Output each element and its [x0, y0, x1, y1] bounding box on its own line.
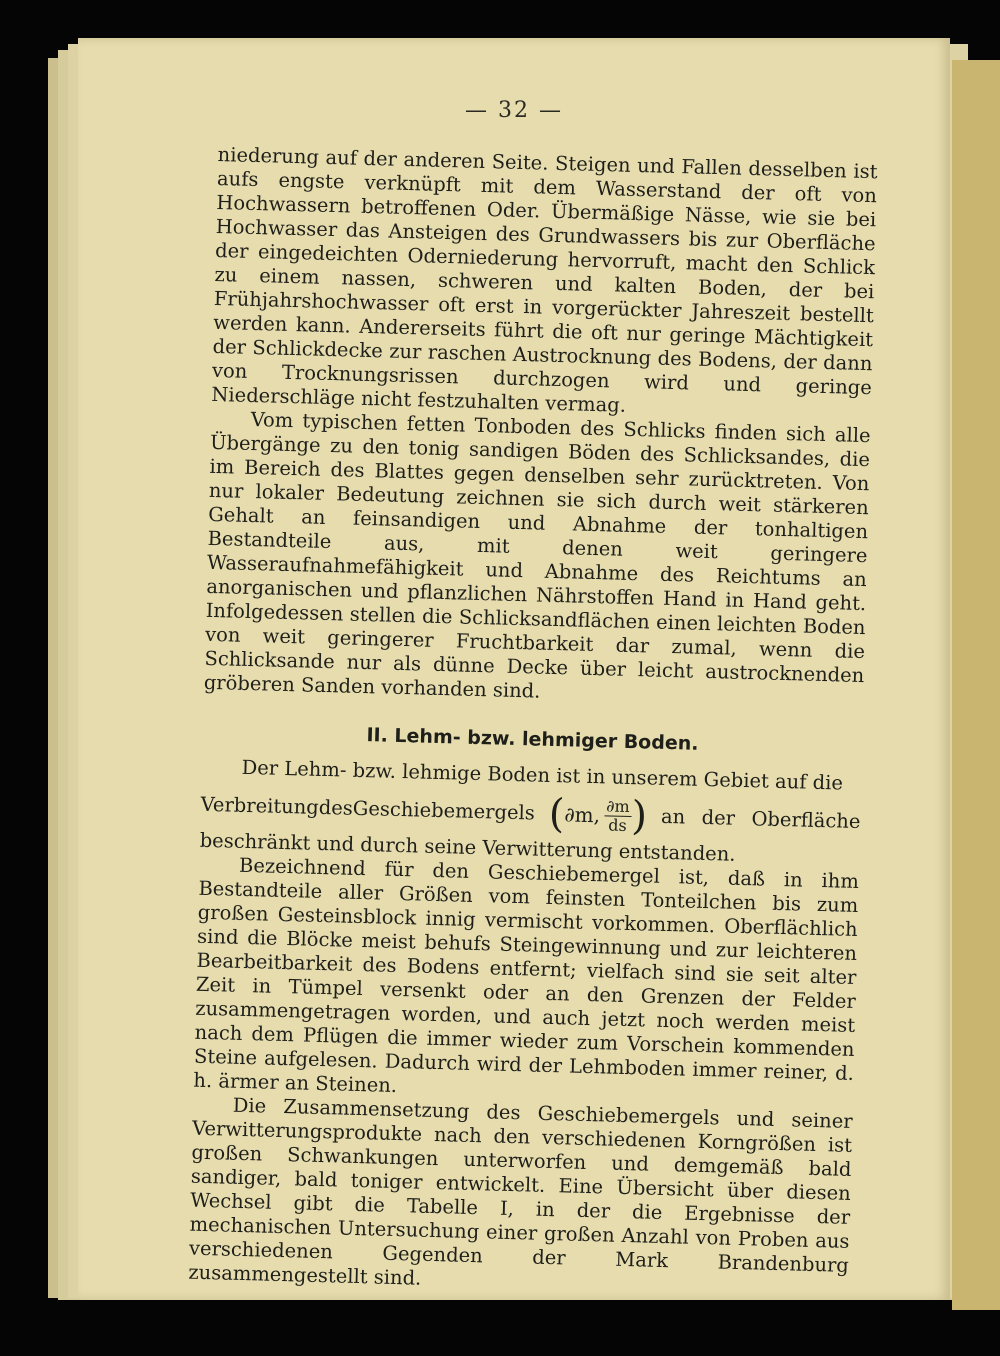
word: Verbreitung: [200, 792, 320, 819]
formula-term: ∂m,: [564, 802, 601, 828]
formula-right-paren: ): [630, 793, 648, 840]
facing-page-edge: [952, 60, 1000, 1310]
book-page: [78, 38, 950, 1300]
formula-left-paren: (: [548, 790, 565, 838]
page-number: — 32 —: [465, 98, 563, 123]
word: an: [660, 804, 686, 829]
word: des: [318, 795, 354, 820]
formula-line-after: [661, 805, 861, 834]
formula-numerator: ∂m: [604, 797, 632, 817]
word: der: [701, 805, 736, 830]
text-block: [188, 143, 878, 1302]
paragraph-1: niederung auf der anderen Seite. Steigen und Fallen desselben ist aufs engste verknüpft mit dem Wasserstand der oft von Hochwassern betroffenen Oder. Übermäßige Nässe, wie sie bei Hochwasser das Ansteigen des Grundwassers bis zur Oberfläche der eingedeichten Oderniederung hervorruft, macht den Schlick zu einem nassen, schweren und kalten Boden, der bei Frühjahrshochwasser oft erst in vorgerückter Jahreszeit bestellt werden kann. Andererseits führt die oft nur geringe Mächtigkeit der Schlickdecke zur raschen Austrocknung des Bodens, der dann von Trocknungsrissen durchzogen wird und geringe Niederschläge nicht festzuhalten vermag.: [211, 143, 878, 417]
paragraph-2: Vom typischen fetten Tonboden des Schlicks finden sich alle Übergänge zu den tonig sandigen Böden des Schlicksandes, die im Bereich des Blattes gegen denselben sehr zurücktreten. Von nur lokaler Bedeutung zeichnen sie sich durch weit stärkeren Gehalt an feinsandigen und Abnahme der tonhaltigen Bestandteile aus, mit denen weit geringere Wasseraufnahmefähigkeit und Abnahme des Reichtums an anorganischen und pflanzlichen Nährstoffen Hand in Hand geht. Infolgedessen stellen die Schlicksandflächen einen leichten Boden von weit geringerer Fruchtbarkeit dar zumal, wenn die Schlicksande nur als dünne Decke über leicht austrocknenden gröberen Sanden vorhanden sind.: [203, 407, 871, 703]
section-heading: II. Lehm- bzw. lehmiger Boden.: [366, 724, 699, 755]
formula-line-before: [200, 793, 535, 826]
paragraph-3-rest: beschränkt und durch seine Verwitterung entstanden.: [199, 828, 736, 866]
paragraph-3-line-1: Der Lehm- bzw. lehmige Boden ist in unserem Gebiet auf die: [241, 755, 844, 795]
word: Oberfläche: [751, 807, 861, 834]
word: Geschiebemergels: [352, 796, 536, 825]
paragraph-5: Die Zusammensetzung des Geschiebemergels und seiner Verwitterungsprodukte nach den verschiedenen Korngrößen ist großen Schwankungen unterworfen und demgemäß bald sandiger, bald toniger entwickelt. Eine Übersicht über diesen Wechsel gibt die Tabelle I, in der die Ergebnisse der mechanischen Untersuchung einer großen Anzahl von Proben aus verschiedenen Gegenden der Mark Brandenburg zusammengestellt sind.: [188, 1093, 853, 1290]
paragraph-4: Bezeichnend für den Geschiebemergel ist, daß in ihm Bestandteile aller Größen vom feinsten Tonteilchen bis zum großen Gesteinsblock innig vermischt vorkommen. Oberflächlich sind die Blöcke meist behufs Steingewinnung und zur leichteren Bearbeitbarkeit des Bodens entfernt; vielfach sind sie seit alter Zeit in Tümpel versenkt oder an den Grenzen der Felder zusammengetragen worden, und auch jetzt noch werden meist nach dem Pflügen die immer wieder zum Vorschein kommenden Steine aufgelesen. Dadurch wird der Lehmboden immer reiner, d. h. ärmer an Steinen.: [193, 853, 860, 1098]
formula-fraction: [604, 797, 632, 835]
formula: [548, 790, 648, 840]
formula-denominator: ds: [608, 814, 628, 835]
